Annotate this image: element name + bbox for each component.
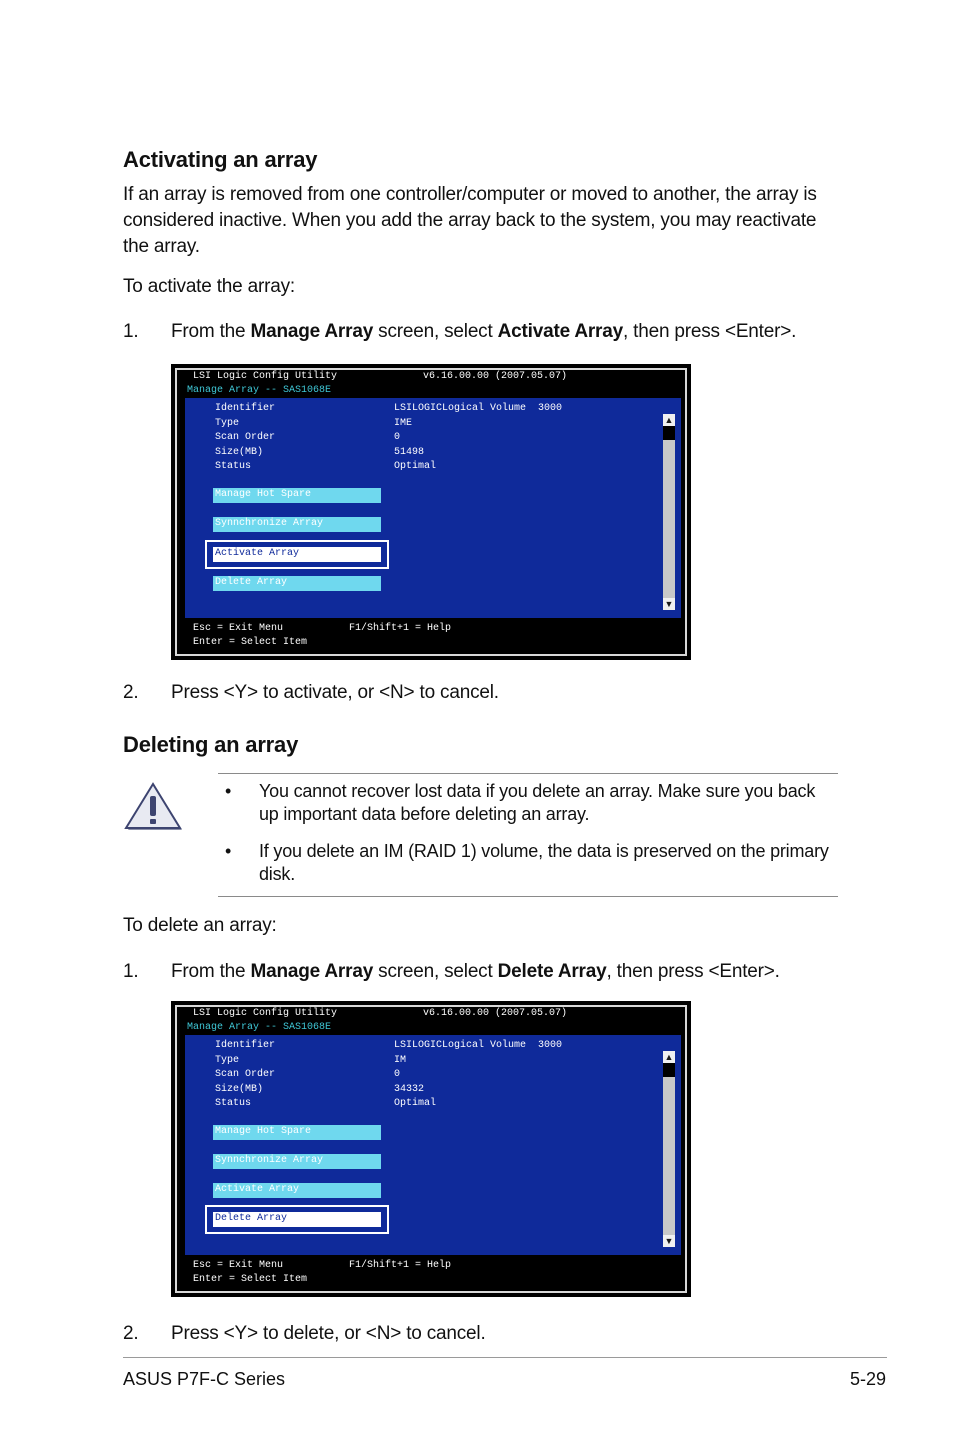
label-scan-order: Scan Order xyxy=(215,432,276,443)
step-text: Press <Y> to delete, or <N> to cancel. xyxy=(171,1323,486,1344)
activate-step-1 xyxy=(123,321,863,343)
step-number: 2. xyxy=(123,1323,139,1344)
menu-synchronize-array[interactable]: Synnchronize Array xyxy=(213,517,381,532)
warning-triangle-icon xyxy=(122,780,184,832)
bios-screen-activate xyxy=(171,364,691,660)
step-text: screen, select xyxy=(373,321,498,342)
step-bold: Manage Array xyxy=(250,961,374,982)
step-bold: Activate Array xyxy=(497,321,623,342)
label-size: Size(MB) xyxy=(215,1084,264,1095)
value-identifier: LSILOGICLogical Volume 3000 xyxy=(394,403,563,414)
scroll-thumb[interactable] xyxy=(663,1063,675,1077)
scroll-down-arrow-icon[interactable]: ▼ xyxy=(664,1236,674,1246)
caution-bullet-2: If you delete an IM (RAID 1) volume, the data is preserved on the primary disk. xyxy=(259,841,829,884)
label-identifier: Identifier xyxy=(215,1040,276,1051)
step-number: 1. xyxy=(123,961,139,982)
footer-product-name: ASUS P7F-C Series xyxy=(123,1369,286,1389)
bullet-dot: • xyxy=(225,781,232,801)
bios-panel xyxy=(185,1035,681,1255)
footer-help: F1/Shift+1 = Help xyxy=(349,623,452,634)
bios-title: LSI Logic Config Utility xyxy=(193,1008,338,1019)
bios-screen-delete xyxy=(171,1001,691,1297)
caution-top-rule xyxy=(218,773,838,774)
delete-step-2 xyxy=(123,1323,863,1345)
scrollbar[interactable] xyxy=(663,414,675,610)
scrollbar[interactable] xyxy=(663,1051,675,1247)
bios-version: v6.16.00.00 (2007.05.07) xyxy=(423,1008,568,1019)
step-text: Press <Y> to activate, or <N> to cancel. xyxy=(171,682,499,703)
menu-delete-array[interactable]: Delete Array xyxy=(213,1212,381,1227)
caution-bottom-rule xyxy=(218,896,838,897)
step-number: 2. xyxy=(123,682,139,703)
bios-subtitle: Manage Array -- SAS1068E xyxy=(187,385,332,396)
footer-esc: Esc = Exit Menu xyxy=(193,1260,284,1271)
value-type: IM xyxy=(394,1055,407,1066)
menu-manage-hot-spare[interactable]: Manage Hot Spare xyxy=(213,488,381,503)
step-text: From the xyxy=(171,321,251,342)
footer-enter: Enter = Select Item xyxy=(193,637,308,648)
value-scan-order: 0 xyxy=(394,432,401,443)
label-status: Status xyxy=(215,461,252,472)
scroll-up-arrow-icon[interactable]: ▲ xyxy=(664,1052,674,1062)
value-status: Optimal xyxy=(394,461,437,472)
menu-activate-array[interactable]: Activate Array xyxy=(213,1183,381,1198)
step-number: 1. xyxy=(123,321,139,342)
section-heading-delete: Deleting an array xyxy=(123,732,299,757)
value-status: Optimal xyxy=(394,1098,437,1109)
value-type: IME xyxy=(394,418,413,429)
bios-panel xyxy=(185,398,681,618)
step-text: , then press <Enter>. xyxy=(622,321,797,342)
bios-frame xyxy=(175,1005,687,1293)
label-type: Type xyxy=(215,1055,240,1066)
scroll-thumb[interactable] xyxy=(663,426,675,440)
label-scan-order: Scan Order xyxy=(215,1069,276,1080)
activate-step-2 xyxy=(123,682,863,704)
step-text: screen, select xyxy=(373,961,498,982)
footer-enter: Enter = Select Item xyxy=(193,1274,308,1285)
scroll-down-arrow-icon[interactable]: ▼ xyxy=(664,599,674,609)
step-text: , then press <Enter>. xyxy=(606,961,780,982)
bios-subtitle: Manage Array -- SAS1068E xyxy=(187,1022,332,1033)
menu-activate-array[interactable]: Activate Array xyxy=(213,547,381,562)
value-scan-order: 0 xyxy=(394,1069,401,1080)
menu-manage-hot-spare[interactable]: Manage Hot Spare xyxy=(213,1125,381,1140)
delete-lead: To delete an array: xyxy=(123,915,277,936)
footer-rule xyxy=(123,1357,887,1358)
scroll-up-arrow-icon[interactable]: ▲ xyxy=(664,415,674,425)
bios-version: v6.16.00.00 (2007.05.07) xyxy=(423,371,568,382)
label-size: Size(MB) xyxy=(215,447,264,458)
footer-page-number: 5-29 xyxy=(849,1369,886,1389)
bios-title: LSI Logic Config Utility xyxy=(193,371,338,382)
footer-help: F1/Shift+1 = Help xyxy=(349,1260,452,1271)
step-text: From the xyxy=(171,961,251,982)
step-bold: Delete Array xyxy=(497,961,607,982)
intro-paragraph: If an array is removed from one controller/computer or moved to another, the array is considered inactive. When you add the array back to the system, you may reactivate the array. xyxy=(123,184,817,257)
label-status: Status xyxy=(215,1098,252,1109)
bullet-dot: • xyxy=(225,841,232,861)
value-size: 51498 xyxy=(394,447,425,458)
label-type: Type xyxy=(215,418,240,429)
delete-step-1 xyxy=(123,961,863,983)
menu-synchronize-array[interactable]: Synnchronize Array xyxy=(213,1154,381,1169)
activate-lead: To activate the array: xyxy=(123,276,295,297)
step-bold: Manage Array xyxy=(250,321,374,342)
footer-esc: Esc = Exit Menu xyxy=(193,623,284,634)
caution-bullet-1: You cannot recover lost data if you delete an array. Make sure you back up important data before deleting an array. xyxy=(259,781,816,824)
bios-frame xyxy=(175,368,687,656)
label-identifier: Identifier xyxy=(215,403,276,414)
value-identifier: LSILOGICLogical Volume 3000 xyxy=(394,1040,563,1051)
section-heading-activate: Activating an array xyxy=(123,147,318,172)
menu-delete-array[interactable]: Delete Array xyxy=(213,576,381,591)
value-size: 34332 xyxy=(394,1084,425,1095)
